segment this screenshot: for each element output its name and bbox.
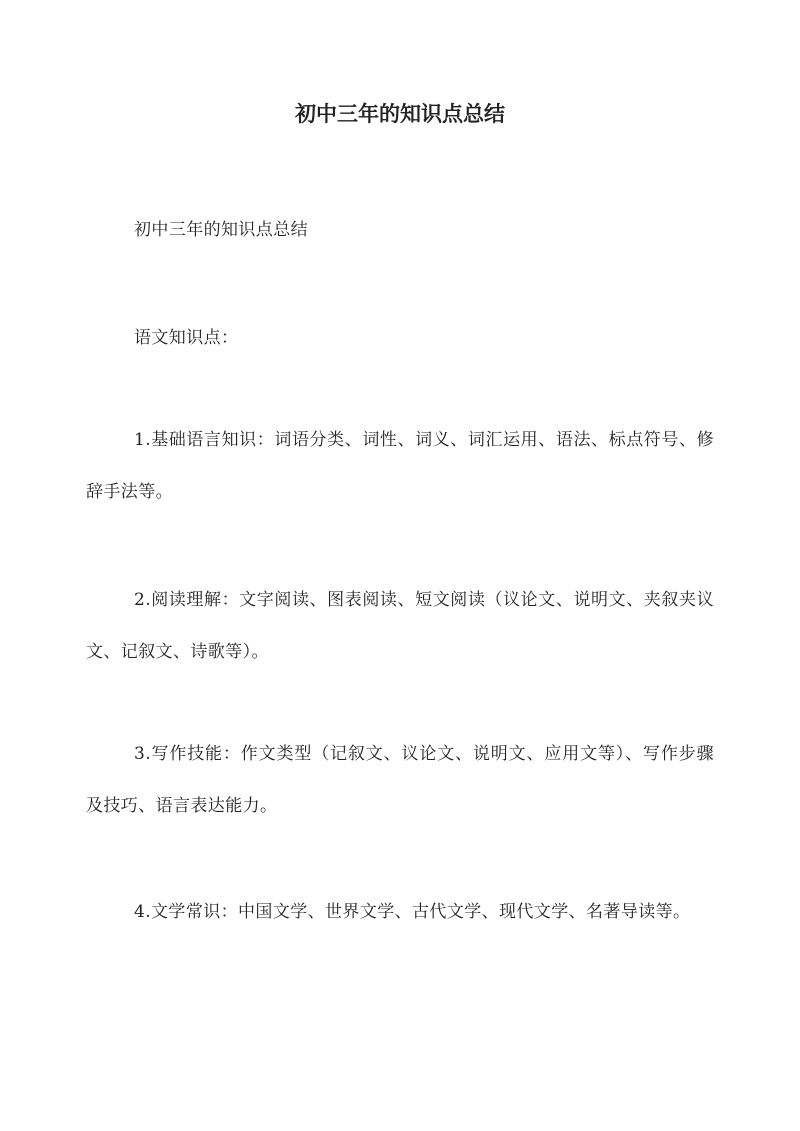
- document-subtitle: 初中三年的知识点总结: [134, 220, 308, 240]
- list-item-writing: 3.写作技能：作文类型（记叙文、议论文、说明文、应用文等）、写作步骤及技巧、语言表达能力。: [86, 744, 714, 816]
- document-title: 初中三年的知识点总结: [295, 101, 505, 126]
- list-item-literature: 4.文学常识：中国文学、世界文学、古代文学、现代文学、名著导读等。: [134, 902, 691, 922]
- list-item-reading: 2.阅读理解：文字阅读、图表阅读、短文阅读（议论文、说明文、夹叙夹议文、记叙文、诗歌等）。: [86, 590, 714, 662]
- section-heading-chinese: 语文知识点：: [134, 328, 239, 348]
- list-item-basic-language: 1.基础语言知识：词语分类、词性、词义、词汇运用、语法、标点符号、修辞手法等。: [86, 430, 714, 502]
